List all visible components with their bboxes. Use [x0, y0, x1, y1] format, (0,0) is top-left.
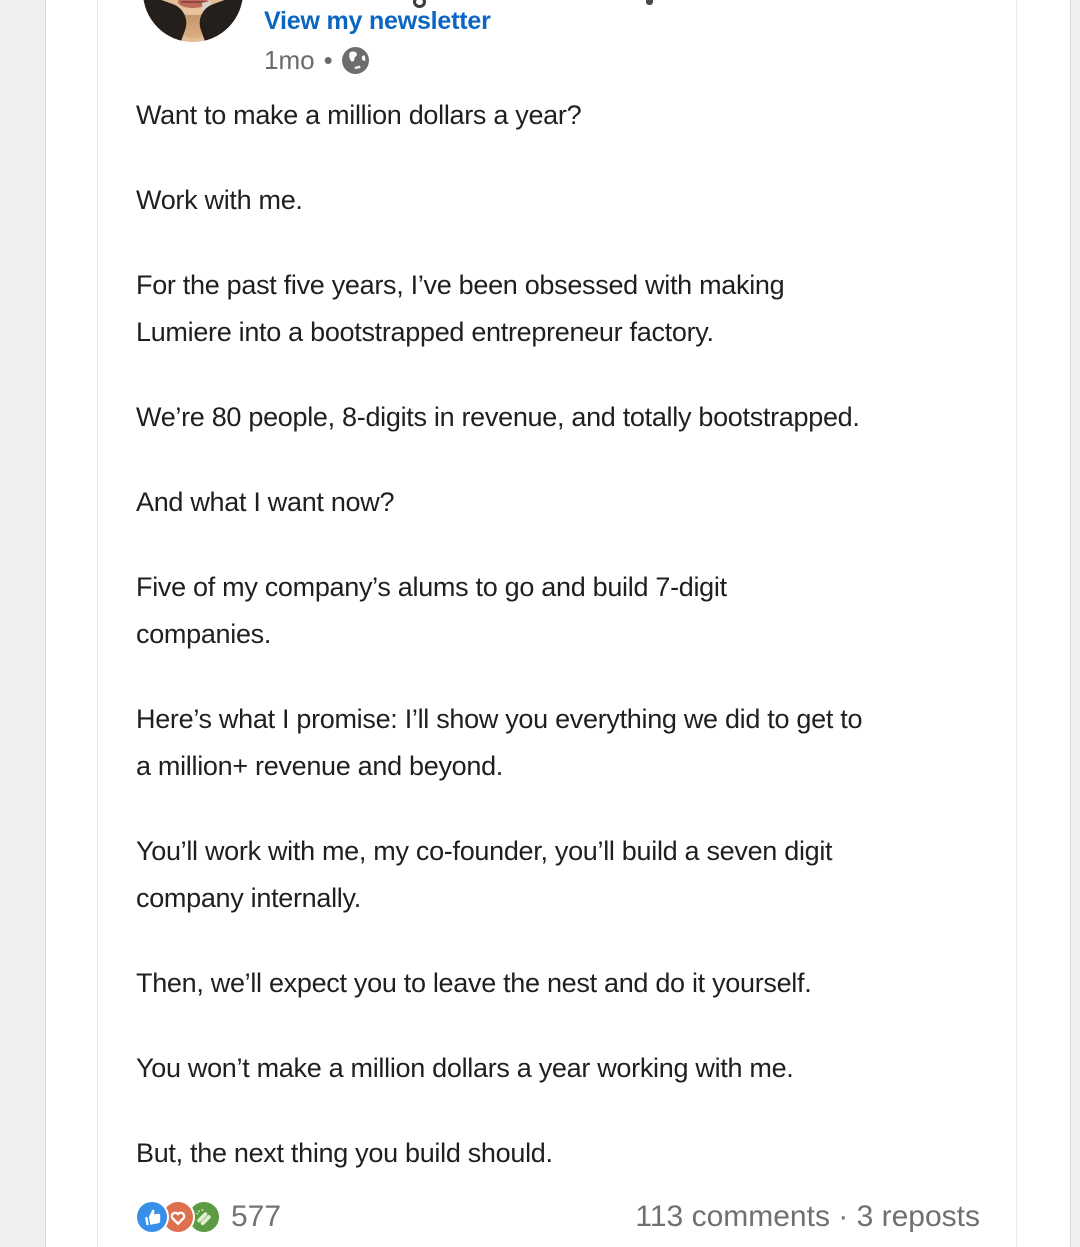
post-line: You won’t make a million dollars a year working with me.: [136, 1053, 794, 1083]
post-paragraph: [136, 262, 986, 356]
post-line: Want to make a million dollars a year?: [136, 100, 582, 130]
reactions-count[interactable]: 577: [231, 1200, 282, 1233]
post-paragraph: [136, 1045, 986, 1092]
post-text: [136, 92, 986, 1215]
post-line: company internally.: [136, 883, 361, 913]
post-paragraph: [136, 479, 986, 526]
avatar[interactable]: [143, 0, 243, 42]
meta-dot: •: [323, 45, 333, 75]
comments-reposts-count[interactable]: 113 comments · 3 reposts: [635, 1200, 980, 1233]
post-paragraph: [136, 1130, 986, 1177]
post-paragraph: [136, 394, 986, 441]
post-line: a million+ revenue and beyond.: [136, 751, 504, 781]
cropped-text-fragment: [646, 0, 653, 5]
post-line: Five of my company’s alums to go and build 7-digit: [136, 572, 727, 602]
post-paragraph: [136, 564, 986, 658]
avatar-image: [143, 0, 243, 42]
post-meta: [264, 45, 369, 76]
like-icon: [135, 1200, 169, 1234]
post-paragraph: [136, 960, 986, 1007]
post-paragraph: [136, 92, 986, 139]
post-paragraph: [136, 696, 986, 790]
post-paragraph: [136, 177, 986, 224]
linkedin-post-card: [97, 0, 1017, 1247]
reactions-summary[interactable]: [135, 1200, 281, 1234]
post-line: And what I want now?: [136, 487, 395, 517]
post-line: Here’s what I promise: I’ll show you everything we did to get to: [136, 704, 863, 734]
post-line: Work with me.: [136, 185, 303, 215]
post-line: Lumiere into a bootstrapped entrepreneur factory.: [136, 317, 714, 347]
view-newsletter-link[interactable]: View my newsletter: [264, 7, 491, 35]
globe-icon: [342, 47, 369, 74]
post-line: For the past five years, I’ve been obsessed with making: [136, 270, 785, 300]
social-counts-bar: [135, 1197, 980, 1237]
post-line: We’re 80 people, 8-digits in revenue, and totally bootstrapped.: [136, 402, 860, 432]
post-age: 1mo: [264, 45, 315, 75]
post-line: But, the next thing you build should.: [136, 1138, 553, 1168]
post-line: companies.: [136, 619, 272, 649]
post-line: You’ll work with me, my co-founder, you’ll build a seven digit: [136, 836, 833, 866]
post-line: Then, we’ll expect you to leave the nest and do it yourself.: [136, 968, 812, 998]
post-paragraph: [136, 828, 986, 922]
